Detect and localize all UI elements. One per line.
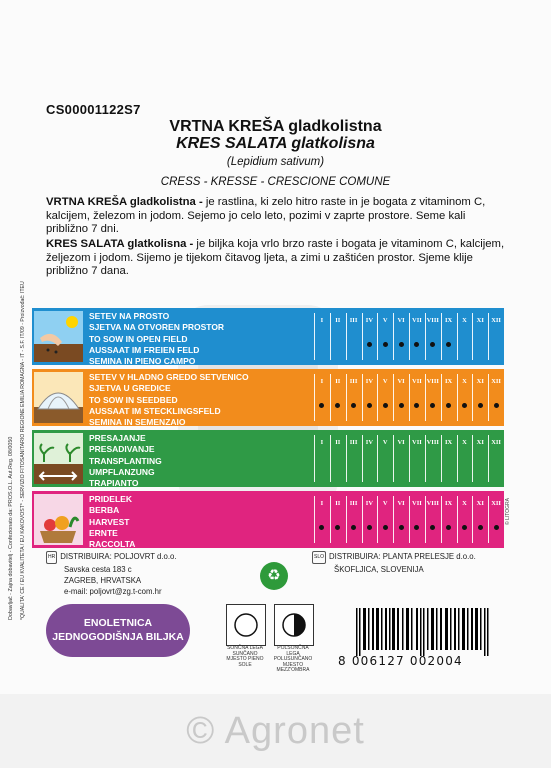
month-VI bbox=[393, 430, 409, 487]
month-label: X bbox=[462, 439, 467, 446]
month-label: VII bbox=[412, 500, 422, 507]
month-VI bbox=[393, 308, 409, 365]
month-label: XII bbox=[491, 439, 501, 446]
month-XI bbox=[472, 430, 488, 487]
month-XII bbox=[488, 491, 504, 548]
active-month-dot bbox=[446, 403, 451, 408]
month-VI bbox=[393, 491, 409, 548]
month-II bbox=[330, 308, 346, 365]
sowing-outdoor-icon bbox=[32, 308, 85, 365]
litography-mark: © LITOGRA bbox=[505, 498, 511, 525]
month-II bbox=[330, 491, 346, 548]
month-label: X bbox=[462, 317, 467, 324]
active-month-dot bbox=[319, 525, 324, 530]
month-label: I bbox=[320, 317, 324, 324]
month-VIII bbox=[425, 308, 441, 365]
month-label: VII bbox=[412, 378, 422, 385]
month-XI bbox=[472, 308, 488, 365]
month-label: IV bbox=[365, 439, 374, 446]
distributor-slo: SLO DISTRIBUIRA: PLANTA PRELESJE d.o.o. ŠKOFLJICA, SLOVENIJA bbox=[314, 552, 476, 574]
month-X bbox=[457, 430, 473, 487]
active-month-dot bbox=[414, 342, 419, 347]
active-month-dot bbox=[462, 403, 467, 408]
calendar-row-harvest bbox=[32, 491, 504, 548]
month-IV bbox=[362, 430, 378, 487]
active-month-dot bbox=[383, 525, 388, 530]
month-IX bbox=[441, 491, 457, 548]
month-I bbox=[314, 491, 330, 548]
month-VII bbox=[409, 369, 425, 426]
month-VII bbox=[409, 308, 425, 365]
month-label: XII bbox=[491, 317, 501, 324]
month-XII bbox=[488, 308, 504, 365]
month-label: VI bbox=[397, 500, 405, 507]
month-V bbox=[377, 491, 393, 548]
month-label: XII bbox=[491, 378, 501, 385]
month-label: VI bbox=[397, 317, 405, 324]
active-month-dot bbox=[430, 525, 435, 530]
month-IX bbox=[441, 308, 457, 365]
title-slovenian: VRTNA KREŠA gladkolistna bbox=[169, 118, 382, 135]
month-label: V bbox=[382, 378, 388, 385]
row-labels: SETEV NA PROSTO SJETVA NA OTVOREN PROSTOR TO SOW IN OPEN FIELD AUSSAAT IM FREIEN FELD SEMINA IN PIENO CAMPO bbox=[89, 311, 225, 367]
month-label: VII bbox=[412, 317, 422, 324]
month-label: X bbox=[462, 378, 467, 385]
month-I bbox=[314, 308, 330, 365]
month-label: XI bbox=[476, 378, 484, 385]
month-label: III bbox=[349, 439, 358, 446]
active-month-dot bbox=[399, 342, 404, 347]
transplant-icon bbox=[32, 430, 85, 487]
full-sun-icon bbox=[226, 604, 266, 646]
month-label: IX bbox=[444, 500, 453, 507]
month-label: IX bbox=[444, 378, 453, 385]
active-month-dot bbox=[335, 525, 340, 530]
month-V bbox=[377, 308, 393, 365]
half-shade-icon bbox=[274, 604, 314, 646]
row-labels: SETEV V HLADNO GREDO SETVENICO SJETVA U GREDICE TO SOW IN SEEDBED AUSSAAT IM STECKLINGSFELD SEMINA IN SEMENZAIO bbox=[89, 372, 249, 428]
month-label: IV bbox=[365, 500, 374, 507]
month-IV bbox=[362, 308, 378, 365]
month-III bbox=[346, 369, 362, 426]
month-label: II bbox=[335, 317, 341, 324]
agronet-watermark: © Agronet bbox=[186, 710, 365, 752]
month-label: VI bbox=[397, 439, 405, 446]
annual-plant-badge: ENOLETNICA JEDNOGODIŠNJA BILJKA bbox=[46, 604, 190, 657]
month-X bbox=[457, 308, 473, 365]
month-label: VIII bbox=[426, 317, 439, 324]
month-label: XII bbox=[491, 500, 501, 507]
month-label: IX bbox=[444, 439, 453, 446]
month-VIII bbox=[425, 369, 441, 426]
active-month-dot bbox=[478, 403, 483, 408]
cold-frame-icon bbox=[32, 369, 85, 426]
month-label: III bbox=[349, 317, 358, 324]
active-month-dot bbox=[383, 403, 388, 408]
active-month-dot bbox=[494, 403, 499, 408]
month-label: I bbox=[320, 439, 324, 446]
month-I bbox=[314, 369, 330, 426]
active-month-dot bbox=[351, 525, 356, 530]
active-month-dot bbox=[335, 403, 340, 408]
month-label: VIII bbox=[426, 378, 439, 385]
side-supplier-text: Dobavljač - Zajna dobavitelj - Confezionato da: PROS.O.L. Aut.Reg. 08/0050 bbox=[8, 436, 14, 620]
month-V bbox=[377, 430, 393, 487]
month-label: I bbox=[320, 378, 324, 385]
month-label: VI bbox=[397, 378, 405, 385]
active-month-dot bbox=[367, 525, 372, 530]
description-slovenian: VRTNA KREŠA gladkolistna - je rastlina, ki zelo hitro raste in je bogata z vitaminom C, kalcijem, železom in jodom. Sejemo jo celo leto, pozimi v zaprte prostore. Seme kali približno 7 dni. bbox=[46, 196, 486, 236]
month-label: XI bbox=[476, 439, 484, 446]
month-grid bbox=[314, 369, 504, 426]
month-VII bbox=[409, 430, 425, 487]
active-month-dot bbox=[430, 342, 435, 347]
month-grid bbox=[314, 491, 504, 548]
month-II bbox=[330, 430, 346, 487]
active-month-dot bbox=[351, 403, 356, 408]
month-XI bbox=[472, 369, 488, 426]
active-month-dot bbox=[414, 525, 419, 530]
active-month-dot bbox=[319, 403, 324, 408]
green-dot-recycle-icon: ♻ bbox=[260, 562, 288, 590]
month-XII bbox=[488, 369, 504, 426]
month-VI bbox=[393, 369, 409, 426]
harvest-icon bbox=[32, 491, 85, 548]
latin-name: (Lepidium sativum) bbox=[226, 156, 325, 168]
full-sun-caption: SONČNA LEGA SUNČANO MJESTO PIENO SOLE bbox=[226, 645, 264, 668]
month-label: VIII bbox=[426, 500, 439, 507]
month-VIII bbox=[425, 430, 441, 487]
month-III bbox=[346, 308, 362, 365]
side-quality-text: *QUALITA' CE / EU KVALITETA / EU KAKOVOST* - SERVIZIO FITOSANITARIO REGIONE EMILIA ROMAGNA - IT - S.F. IT/09 - Proizvođač: ITEU bbox=[20, 281, 26, 620]
month-label: III bbox=[349, 500, 358, 507]
active-month-dot bbox=[478, 525, 483, 530]
month-label: IV bbox=[365, 317, 374, 324]
active-month-dot bbox=[494, 525, 499, 530]
month-X bbox=[457, 369, 473, 426]
month-XII bbox=[488, 430, 504, 487]
active-month-dot bbox=[462, 525, 467, 530]
month-V bbox=[377, 369, 393, 426]
active-month-dot bbox=[399, 403, 404, 408]
active-month-dot bbox=[367, 342, 372, 347]
calendar-row-transplanting bbox=[32, 430, 504, 487]
active-month-dot bbox=[399, 525, 404, 530]
month-label: IX bbox=[444, 317, 453, 324]
month-label: XI bbox=[476, 317, 484, 324]
month-label: III bbox=[349, 378, 358, 385]
calendar-row-sowing-outdoor bbox=[32, 308, 504, 365]
row-labels: PRESAJANJE PRESADIVANJE TRANSPLANTING UMPFLANZUNG TRAPIANTO bbox=[89, 433, 162, 489]
active-month-dot bbox=[414, 403, 419, 408]
month-label: X bbox=[462, 500, 467, 507]
month-label: I bbox=[320, 500, 324, 507]
month-label: V bbox=[382, 500, 388, 507]
active-month-dot bbox=[430, 403, 435, 408]
month-label: VIII bbox=[426, 439, 439, 446]
half-shade-caption: POLSONČNA LEGA POLUSUNČANO MJESTO MEZZ'OMBRA bbox=[273, 645, 313, 673]
month-label: V bbox=[382, 439, 388, 446]
barcode-number: 8 006127 002004 bbox=[338, 654, 463, 668]
description-croatian: KRES SALATA glatkolisna - je biljka koja vrlo brzo raste i bogata je vitaminom C, kalcijem, željezom i jodom. Sijemo je tijekom čitavog ljeta, a zimi u zaštićen prostor. Sjeme klije približno 7 dana. bbox=[46, 238, 505, 278]
month-label: VII bbox=[412, 439, 422, 446]
title-croatian: KRES SALATA glatkolisna bbox=[176, 135, 375, 152]
active-month-dot bbox=[446, 342, 451, 347]
distributor-hr: HR DISTRIBUIRA: POLJOVRT d.o.o. Savska cesta 183 c ZAGREB, HRVATSKA e-mail: poljovrt@zg.t-com.hr bbox=[48, 552, 177, 596]
month-IV bbox=[362, 491, 378, 548]
month-label: II bbox=[335, 378, 341, 385]
other-names: CRESS - KRESSE - CRESCIONE COMUNE bbox=[160, 176, 391, 188]
calendar-row-cold-frame bbox=[32, 369, 504, 426]
month-label: II bbox=[335, 500, 341, 507]
month-grid bbox=[314, 308, 504, 365]
month-label: IV bbox=[365, 378, 374, 385]
month-grid bbox=[314, 430, 504, 487]
month-III bbox=[346, 430, 362, 487]
month-label: II bbox=[335, 439, 341, 446]
month-II bbox=[330, 369, 346, 426]
month-I bbox=[314, 430, 330, 487]
month-VIII bbox=[425, 491, 441, 548]
active-month-dot bbox=[367, 403, 372, 408]
month-IV bbox=[362, 369, 378, 426]
product-code: CS00001122S7 bbox=[46, 102, 141, 117]
active-month-dot bbox=[383, 342, 388, 347]
month-IX bbox=[441, 430, 457, 487]
month-III bbox=[346, 491, 362, 548]
month-XI bbox=[472, 491, 488, 548]
month-label: XI bbox=[476, 500, 484, 507]
month-label: V bbox=[382, 317, 388, 324]
month-X bbox=[457, 491, 473, 548]
active-month-dot bbox=[446, 525, 451, 530]
month-IX bbox=[441, 369, 457, 426]
row-labels: PRIDELEK BERBA HARVEST ERNTE RACCOLTA bbox=[89, 494, 136, 550]
month-VII bbox=[409, 491, 425, 548]
